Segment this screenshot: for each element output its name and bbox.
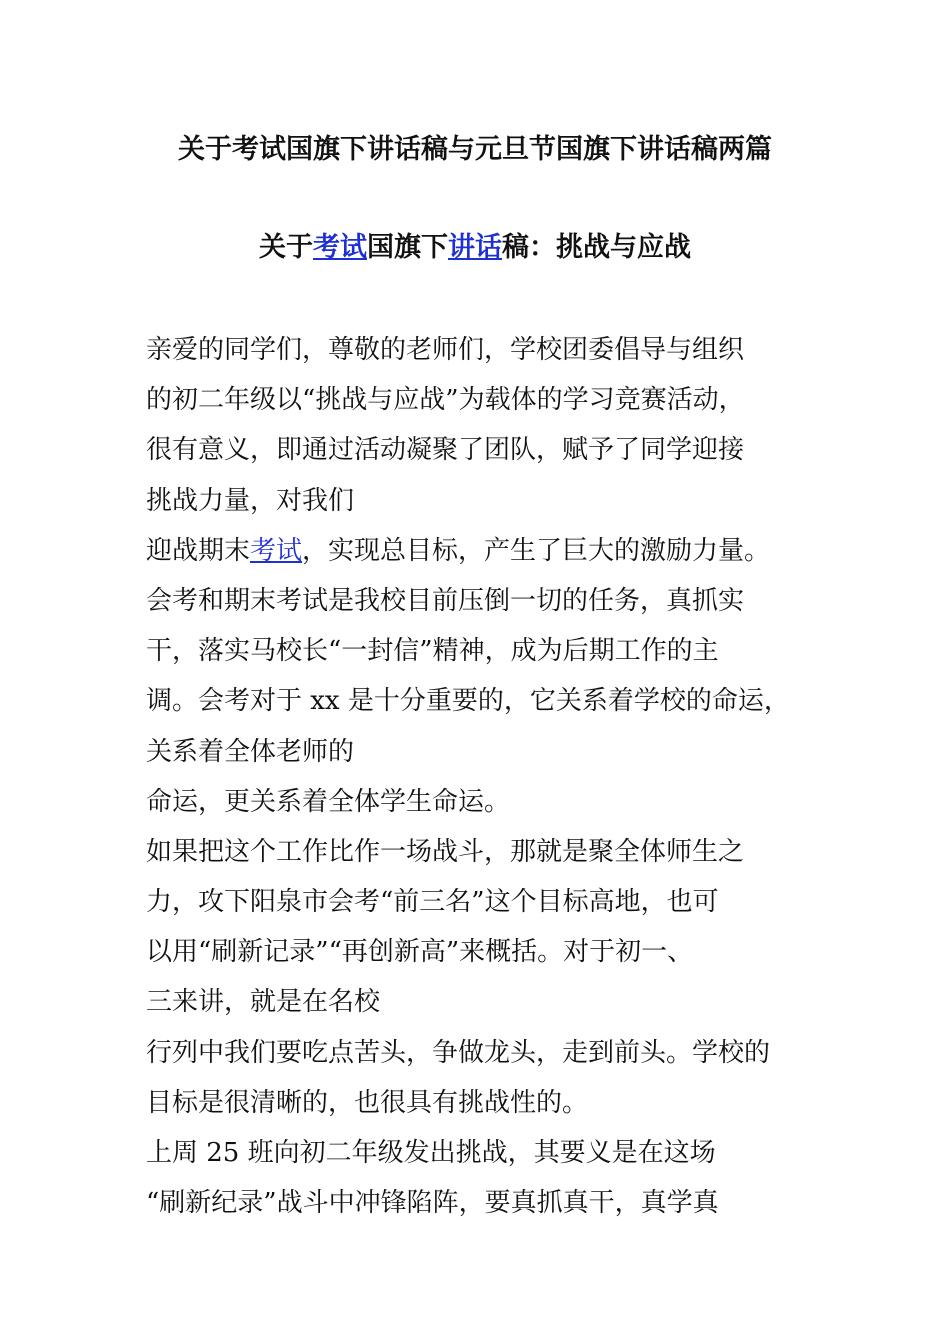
text-line: 调。会考对于 xx 是十分重要的，它关系着学校的命运， [146,686,790,717]
text-line: 三来讲，就是在名校 [146,987,381,1018]
section-title [0,228,950,268]
text-line: 亲爱的同学们，尊敬的老师们，学校团委倡导与组织 [146,335,745,365]
text-line: 力，攻下阳泉市会考“前三名”这个目标高地，也可 [146,887,719,918]
text-line: 如果把这个工作比作一场战斗，那就是聚全体师生之 [146,836,745,867]
text-line: 挑战力量，对我们 [146,485,355,516]
speech-link[interactable]: 讲话 [448,232,502,263]
text-line: 很有意义，即通过活动凝聚了团队，赋予了同学迎接 [146,435,745,466]
text-line: 命运，更关系着全体学生命运。 [146,786,511,817]
text-line: 目标是很清晰的，也很具有挑战性的。 [146,1087,589,1118]
section-title-suffix: 稿：挑战与应战 [502,232,691,263]
section-title-mid: 国旗下 [367,232,448,263]
text-line: 关系着全体老师的 [146,736,355,767]
text-segment: ，实现总目标，产生了巨大的激励力量。 [302,535,771,566]
text-line: 以用“刷新记录”“再创新高”来概括。对于初一、 [146,937,694,968]
text-line: “刷新纪录”战斗中冲锋陷阵，要真抓真干，真学真 [146,1188,719,1219]
text-line: 的初二年级以“挑战与应战”为载体的学习竞赛活动， [146,385,745,416]
text-line: 干，落实马校长“一封信”精神，成为后期工作的主 [146,636,719,667]
document-title: 关于考试国旗下讲话稿与元旦节国旗下讲话稿两篇 [178,134,772,165]
text-line: 上周 25 班向初二年级发出挑战，其要义是在这场 [146,1138,716,1168]
exam-link[interactable]: 考试 [313,232,367,263]
text-line: 会考和期末考试是我校目前压倒一切的任务，真抓实 [146,585,745,616]
exam-inline-link[interactable]: 考试 [250,535,303,566]
text-segment: 迎战期末 [146,535,251,566]
text-line: 行列中我们要吃点苦头，争做龙头，走到前头。学校的 [146,1037,771,1068]
section-title-prefix: 关于 [259,232,313,263]
body-text [146,325,846,1228]
text-line [146,526,846,576]
